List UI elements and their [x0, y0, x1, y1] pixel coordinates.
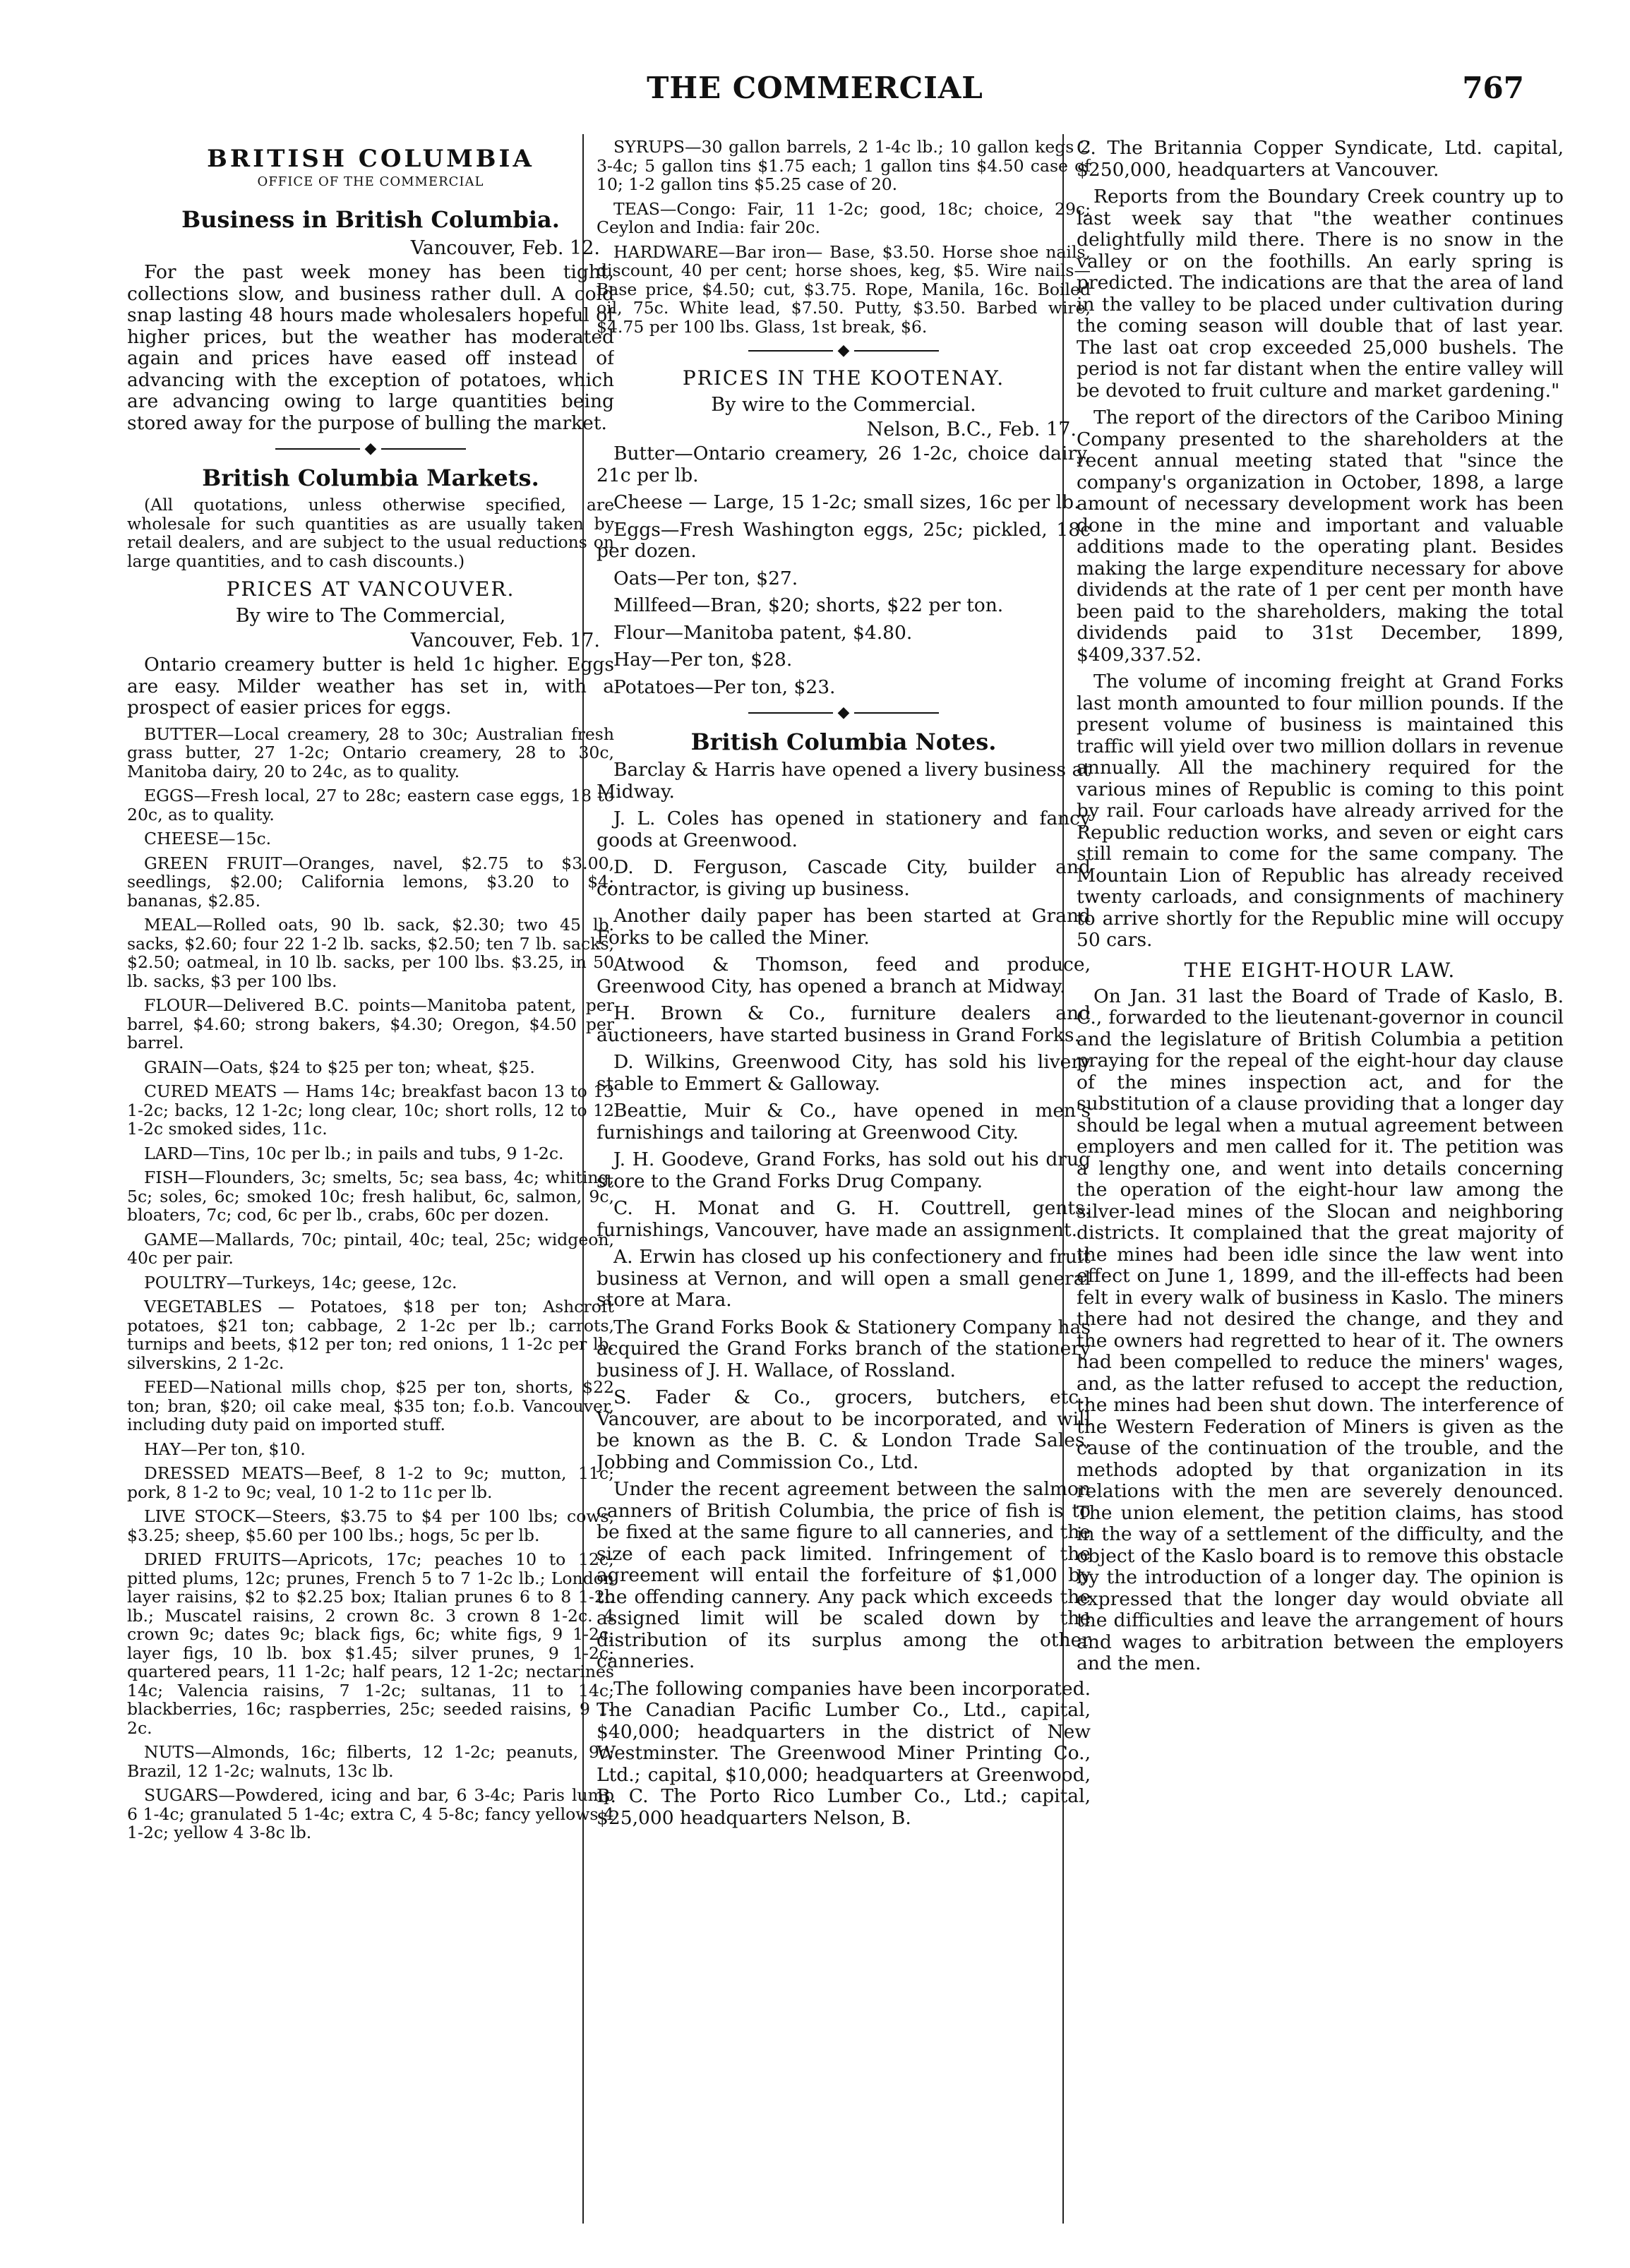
price-entry: VEGETABLES — Potatoes, $18 per ton; Ashcroft potatoes, $21 ton; cabbage, 2 1-2c per lb.; carrots, turnips and beets, $12 per ton; red onions, 1 1-2c per lb. silverskins, 2 1-2c.: [127, 1297, 614, 1373]
article-title-markets: British Columbia Markets.: [202, 464, 539, 491]
price-entry: Hay—Per ton, $28.: [613, 649, 793, 671]
note-item: Beattie, Muir & Co., have opened in men's furnishings and tailoring at Greenwood City.: [597, 1100, 1091, 1144]
note-item: Another daily paper has been started at Grand Forks to be called the Miner.: [597, 905, 1091, 949]
article-dateline: Vancouver, Feb. 12.: [410, 237, 600, 259]
price-entry: MEAL—Rolled oats, 90 lb. sack, $2.30; two 45 lb. sacks, $2.60; four 22 1-2 lb. sacks, $2.50; ten 7 lb. sacks, $2.50; oatmeal, in 10 lb. sacks, per 100 lbs. $3.25, in 50 lb. sacks, $3 per 100 lbs.: [127, 915, 614, 991]
article-intro: Ontario creamery butter is held 1c higher. Eggs are easy. Milder weather has set in, with a prospect of easier prices for eggs.: [127, 654, 614, 719]
price-entry: FISH—Flounders, 3c; smelts, 5c; sea bass, 4c; whiting, 5c; soles, 6c; smoked 10c; fresh halibut, 6c, salmon, 9c, bloaters, 7c; cod, 6c per lb., crabs, 60c per dozen.: [127, 1168, 614, 1225]
price-entry: CURED MEATS — Hams 14c; breakfast bacon 13 to 13 1-2c; backs, 12 1-2c; long clear, 10c; short rolls, 12 to 12 1-2c smoked sides, 11c.: [127, 1081, 614, 1139]
article-dateline: Nelson, B.C., Feb. 17.: [866, 419, 1077, 440]
article-paragraph: The volume of incoming freight at Grand Forks last month amounted to four million pounds. If the present volume of business is maintained this traffic will yield over two million dollars in revenue annually. All the machinery required for the various mines of Republic is coming to this point by rail. Four carloads have already arrived for the Republic reduction works, and seven or eight cars still remain to come for the same company. The Mountain Lion of Republic has already received twenty carloads, and consignments of machinery to arrive shortly for the Republic mine will occupy 50 cars.: [1077, 671, 1564, 951]
price-entry: Oats—Per ton, $27.: [613, 567, 798, 589]
section-title: BRITISH COLUMBIA: [207, 145, 534, 173]
note-item: The Grand Forks Book & Stationery Company has acquired the Grand Forks branch of the stationery business of J. H. Wallace, of Rossland.: [597, 1316, 1091, 1381]
note-item: D. D. Ferguson, Cascade City, builder and contractor, is giving up business.: [597, 856, 1091, 900]
price-entry: GAME—Mallards, 70c; pintail, 40c; teal, 25c; widgeon, 40c per pair.: [127, 1229, 614, 1268]
price-entry: BUTTER—Local creamery, 28 to 30c; Australian fresh grass butter, 27 1-2c; Ontario creamery, 28 to 30c, Manitoba dairy, 20 to 24c, as to quality.: [127, 724, 614, 781]
note-item: Barclay & Harris have opened a livery business at Midway.: [597, 759, 1091, 803]
column-3: [1077, 138, 1564, 2227]
ornament-divider: ◆: [127, 440, 614, 457]
note-item: C. H. Monat and G. H. Couttrell, gents. furnishings, Vancouver, have made an assignment.: [597, 1197, 1091, 1241]
note-item: Atwood & Thomson, feed and produce, Greenwood City, has opened a branch at Midway.: [597, 954, 1091, 997]
ornament-divider: ◆: [597, 704, 1091, 721]
column-2: [597, 138, 1091, 2227]
price-entry: Cheese — Large, 15 1-2c; small sizes, 16c per lb.: [613, 491, 1080, 513]
price-entry: Potatoes—Per ton, $23.: [613, 676, 836, 698]
price-entry: Butter—Ontario creamery, 26 1-2c, choice dairy, 21c per lb.: [597, 443, 1091, 486]
price-entry: HAY—Per ton, $10.: [144, 1439, 306, 1459]
price-entry: DRESSED MEATS—Beef, 8 1-2 to 9c; mutton, 11c; pork, 8 1-2 to 9c; veal, 10 1-2 to 11c per lb.: [127, 1463, 614, 1502]
price-entry: NUTS—Almonds, 16c; filberts, 12 1-2c; peanuts, 9c; Brazil, 12 1-2c; walnuts, 13c lb.: [127, 1742, 614, 1781]
price-entry: CHEESE—15c.: [144, 829, 272, 848]
article-body: For the past week money has been tight, collections slow, and business rather dull. A cold snap lasting 48 hours made wholesalers hopeful of higher prices, but the weather has moderated again and prices have eased off instead of advancing with the exception of potatoes, which are advancing owing to large quantities being stored away for the purpose of bulling the market.: [127, 261, 614, 434]
article-dateline: Vancouver, Feb. 17.: [410, 630, 600, 652]
article-title-vancouver: PRICES AT VANCOUVER.: [226, 577, 515, 601]
ornament-divider: ◆: [597, 342, 1091, 359]
masthead-title: THE COMMERCIAL: [647, 71, 983, 105]
note-item: The following companies have been incorporated. The Canadian Pacific Lumber Co., Ltd., capital, $40,000; headquarters in the district of New Westminster. The Greenwood Miner Printing Co., Ltd.; capital, $10,000; headquarters at Greenwood, B. C. The Porto Rico Lumber Co., Ltd.; capital, $25,000 headquarters Nelson, B.: [597, 1677, 1091, 1829]
price-entry: GRAIN—Oats, $24 to $25 per ton; wheat, $25.: [144, 1057, 535, 1077]
price-entry: Eggs—Fresh Washington eggs, 25c; pickled, 18c per dozen.: [597, 518, 1091, 562]
note-item: Under the recent agreement between the salmon canners of British Columbia, the price of fish is to be fixed at the same figure to all canneries, and the size of each pack limited. Infringement of the agreement will entail the forfeiture of $1,000 by the offending cannery. Any pack which exceeds the assigned limit will be scaled down by the distribution of its surplus among the other canneries.: [597, 1478, 1091, 1672]
price-entry: Flour—Manitoba patent, $4.80.: [613, 621, 913, 644]
price-entry: FEED—National mills chop, $25 per ton, shorts, $22 ton; bran, $20; oil cake meal, $35 ton; f.o.b. Vancouver, including duty paid on imported stuff.: [127, 1377, 614, 1434]
note-continuation: C. The Britannia Copper Syndicate, Ltd. capital, $250,000, headquarters at Vancouver.: [1077, 138, 1564, 181]
price-entry: LARD—Tins, 10c per lb.; in pails and tubs, 9 1-2c.: [144, 1143, 564, 1163]
price-entry: GREEN FRUIT—Oranges, navel, $2.75 to $3.00, seedlings, $2.00; California lemons, $3.20 to $4; bananas, $2.85.: [127, 853, 614, 911]
article-title-eight-hour-law: THE EIGHT-HOUR LAW.: [1184, 958, 1456, 982]
note-item: J. H. Goodeve, Grand Forks, has sold out his drug store to the Grand Forks Drug Company.: [597, 1148, 1091, 1192]
note-item: A. Erwin has closed up his confectionery and fruit business at Vernon, and will open a small general store at Mara.: [597, 1246, 1091, 1311]
price-entry: HARDWARE—Bar iron— Base, $3.50. Horse shoe nails, discount, 40 per cent; horse shoes, keg, $5. Wire nails—Base price, $4.50; cut, $3.75. Rope, Manila, 16c. Boiled oil, 75c. White lead, $7.50. Putty, $3.50. Barbed wire, $4.75 per 100 lbs. Glass, 1st break, $6.: [597, 241, 1091, 337]
price-entry: DRIED FRUITS—Apricots, 17c; peaches 10 to 12c; pitted plums, 12c; prunes, French 5 to 7 1-2c lb.; London layer raisins, $2 to $2.25 box; Italian prunes 6 to 8 1-2c lb.; Muscatel raisins, 2 crown 8c. 3 crown 8 1-2c. 4 crown 9c; dates 9c; black figs, 6c; white figs, 9 1-2c; layer figs, 10 lb. box $1.45; silver prunes, 9 1-2c; quartered pears, 11 1-2c; half pears, 12 1-2c; nectarines 14c; Valencia raisins, 7 1-2c; sultanas, 11 to 14c; blackberries, 16c; raspberries, 25c; seeded raisins, 9 1-2c.: [127, 1549, 614, 1738]
article-body: On Jan. 31 last the Board of Trade of Kaslo, B. C., forwarded to the lieutenant-governor in council and the legislature of British Columbia a petition praying for the repeal of the eight-hour day clause of the mines inspection act, and for the substitution of a clause providing that a longer day should be legal when a mutual agreement between employers and men called for it. The petition was a lengthy one, and went into details concerning the operation of the eight-hour law among the silver-lead mines of the Slocan and neighboring districts. It complained that the great majority of the mines had been idle since the law went into effect on June 1, 1899, and the ill-effects had been felt in every walk of business in Kaslo. The miners there had not desired the change, and they and the owners had regretted to hear of it. The owners had been compelled to reduce the miners' wages, and, as the latter refused to accept the reduction, the mines had been shut down. The interference of the Western Federation of Miners is given as the cause of the continuation of the trouble, and the methods adopted by that organization in its relations with the men are severely denounced. The union element, the petition claims, has stood in the way of a settlement of the difficulty, and the object of the Kaslo board is to remove this obstacle by the introduction of a longer day. The opinion is expressed that the longer day would obviate all the difficulties and leave the arrangement of hours and wages to arbitration between the employers and the men.: [1077, 985, 1564, 1674]
markets-note: (All quotations, unless otherwise specified, are wholesale for such quantities as are usually taken by retail dealers, and are subject to the usual reductions on large quantities, and to cash discounts.): [127, 495, 614, 571]
price-entry: SUGARS—Powdered, icing and bar, 6 3-4c; Paris lump 6 1-4c; granulated 5 1-4c; extra C, 4 5-8c; fancy yellows 4 1-2c; yellow 4 3-8c lb.: [127, 1785, 614, 1842]
article-title-business: Business in British Columbia.: [181, 206, 560, 233]
price-entry: Millfeed—Bran, $20; shorts, $22 per ton.: [613, 594, 1004, 616]
section-subtitle: OFFICE OF THE COMMERCIAL: [257, 174, 484, 189]
article-title-notes: British Columbia Notes.: [690, 728, 997, 755]
article-paragraph: The report of the directors of the Cariboo Mining Company presented to the shareholders at the recent annual meeting stated that "since the company's organization in October, 1898, a large amount of necessary development work has been done in the mine and important and valuable additions made to the operating plant. Besides making the large expenditure necessary for above dividends at the rate of 1 per cent per month have been paid to the shareholders, making the total dividends paid to 31st December, 1899, $409,337.52.: [1077, 407, 1564, 666]
article-byline: By wire to The Commercial,: [235, 605, 506, 627]
note-item: J. L. Coles has opened in stationery and fancy goods at Greenwood.: [597, 808, 1091, 851]
price-entry: LIVE STOCK—Steers, $3.75 to $4 per 100 lbs; cows, $3.25; sheep, $5.60 per 100 lbs.; hogs, 5c per lb.: [127, 1506, 614, 1545]
price-entry: SYRUPS—30 gallon barrels, 2 1-4c lb.; 10 gallon kegs 2 3-4c; 5 gallon tins $1.75 each; 1 gallon tins $4.50 case of 10; 1-2 gallon tins $5.25 case of 20.: [597, 138, 1091, 194]
price-entry: EGGS—Fresh local, 27 to 28c; eastern case eggs, 18 to 20c, as to quality.: [127, 786, 614, 824]
page-number: 767: [1462, 71, 1524, 105]
article-paragraph: Reports from the Boundary Creek country up to last week say that "the weather continues delightfully mild there. There is no snow in the valley or on the foothills. An early spring is predicted. The indications are that the area of land in the valley to be placed under cultivation during the coming season will double that of last year. The last oat crop exceeded 25,000 bushels. The period is not far distant when the entire valley will be devoted to fruit culture and market gardening.": [1077, 186, 1564, 402]
price-entry: POULTRY—Turkeys, 14c; geese, 12c.: [144, 1272, 457, 1292]
note-item: H. Brown & Co., furniture dealers and auctioneers, have started business in Grand Forks.: [597, 1002, 1091, 1046]
note-item: D. Wilkins, Greenwood City, has sold his livery stable to Emmert & Galloway.: [597, 1051, 1091, 1095]
article-byline: By wire to the Commercial.: [711, 394, 976, 416]
article-title-kootenay: PRICES IN THE KOOTENAY.: [682, 366, 1005, 390]
price-entry: FLOUR—Delivered B.C. points—Manitoba patent, per barrel, $4.60; strong bakers, $4.30; Oregon, $4.50 per barrel.: [127, 995, 614, 1052]
note-item: S. Fader & Co., grocers, butchers, etc., Vancouver, are about to be incorporated, and will be known as the B. C. & London Trade Sales, Jobbing and Commission Co., Ltd.: [597, 1386, 1091, 1473]
price-entry: TEAS—Congo: Fair, 11 1-2c; good, 18c; choice, 29c; Ceylon and India: fair 20c.: [597, 198, 1091, 237]
column-1: [127, 138, 614, 2227]
